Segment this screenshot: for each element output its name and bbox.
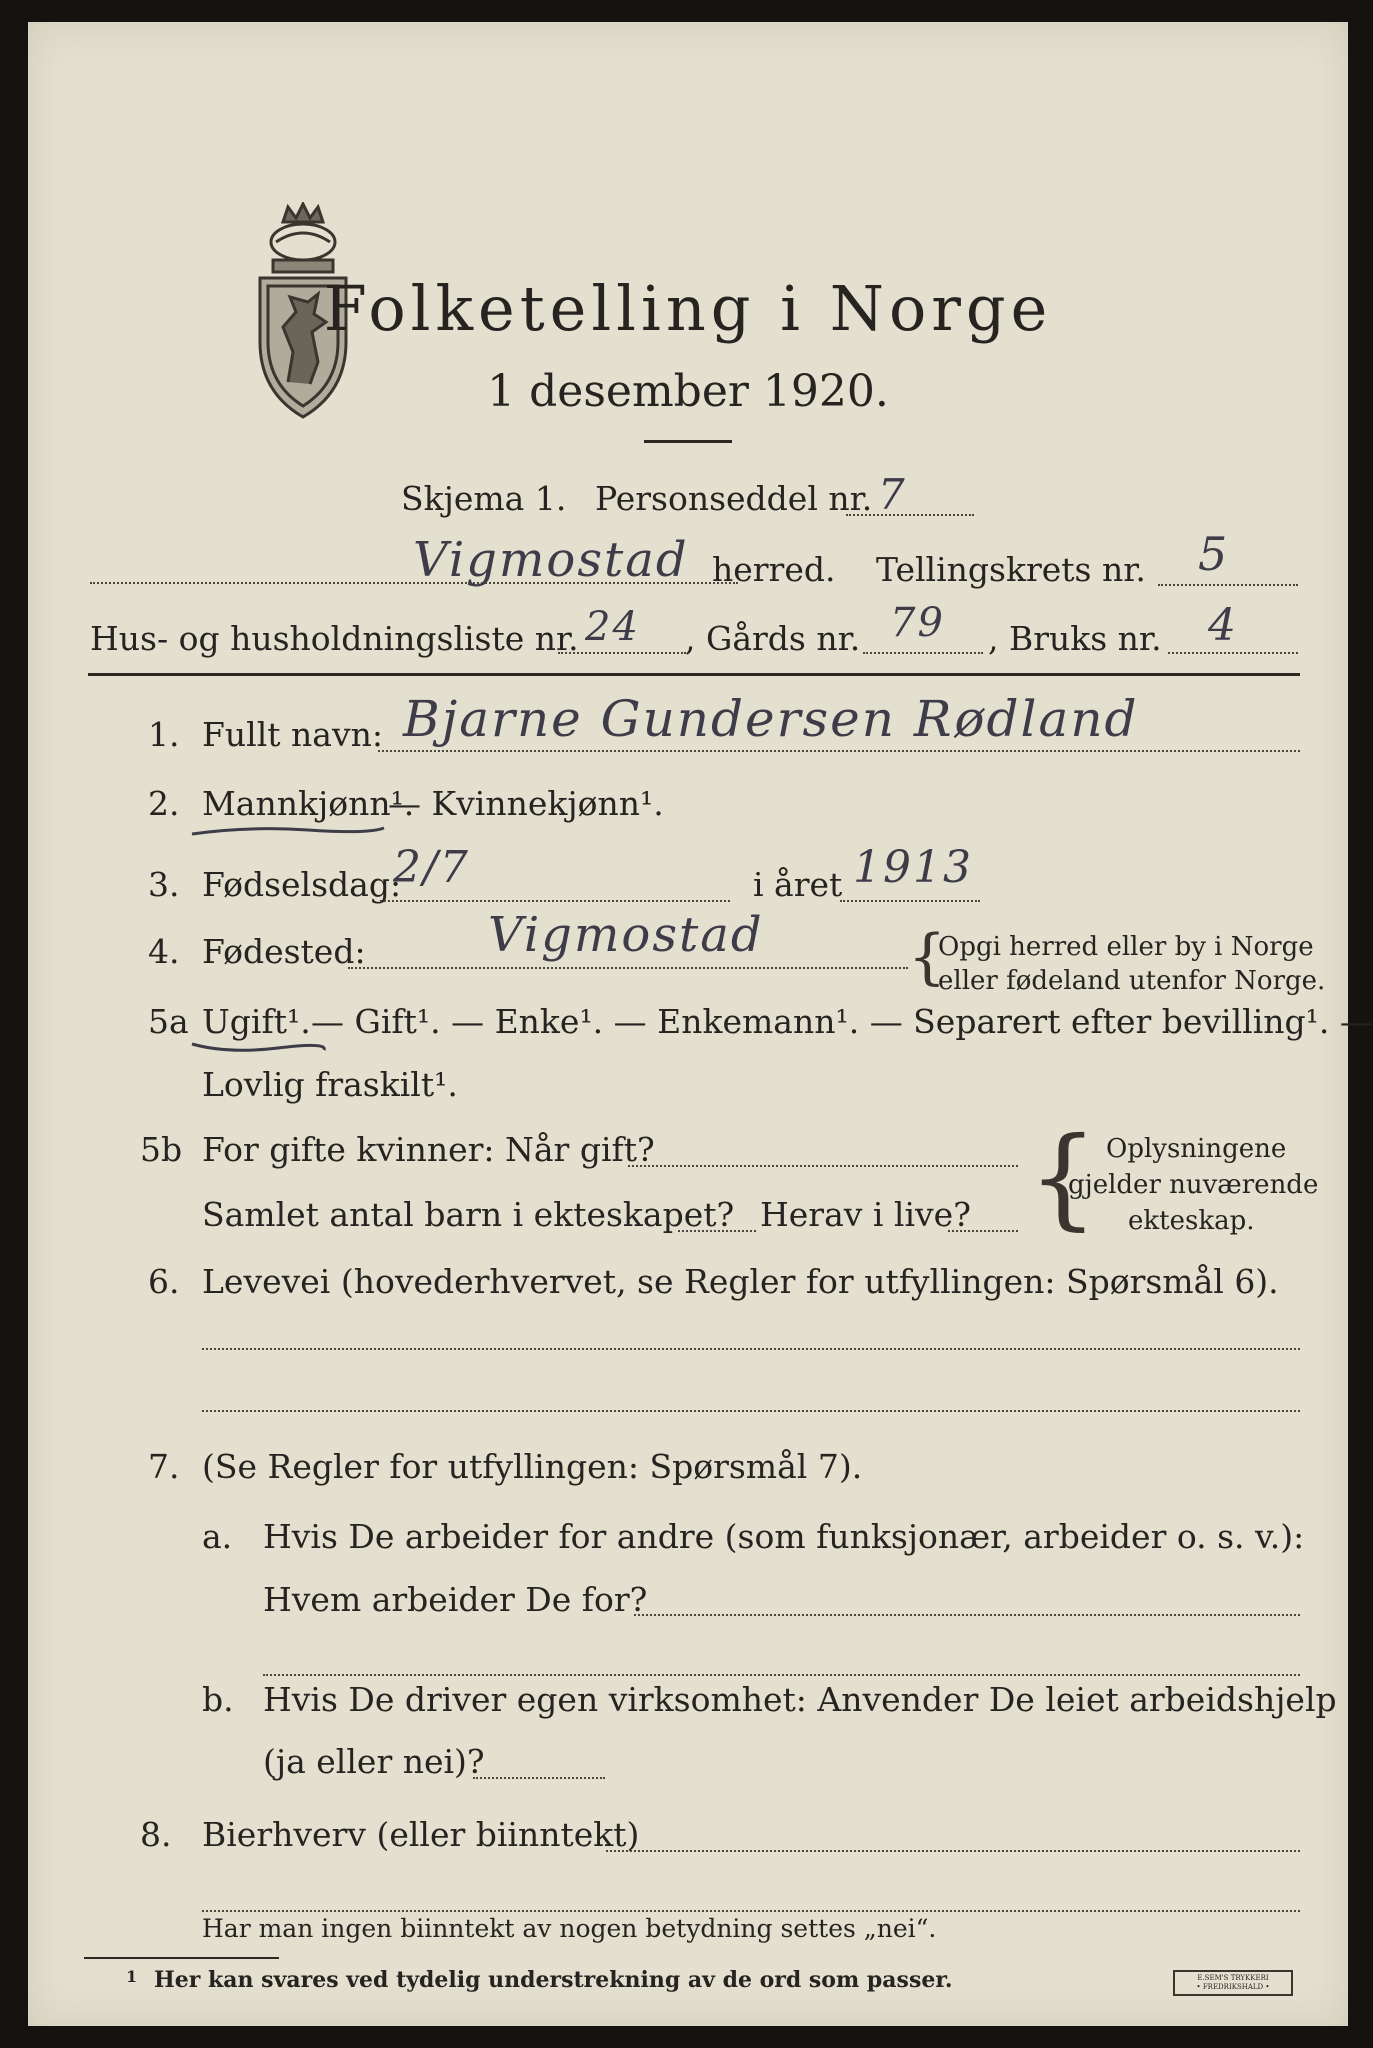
gards-field[interactable]: 79 xyxy=(890,600,945,646)
q7b-line2: (ja eller nei)? xyxy=(263,1742,485,1781)
marriage-note-3: ekteskap. xyxy=(1128,1206,1255,1236)
q6-number: 6. xyxy=(148,1262,180,1301)
q1-number: 1. xyxy=(148,715,180,754)
q5a-number: 5a xyxy=(148,1002,189,1041)
personseddel-field[interactable]: 7 xyxy=(878,470,907,519)
header-rule xyxy=(88,673,1300,676)
q4-label: Fødested: xyxy=(202,932,366,971)
bruks-label: , Bruks nr. xyxy=(988,619,1162,658)
herred-field[interactable]: Vigmostad xyxy=(413,532,689,588)
marriage-note-2: gjelder nuværende xyxy=(1068,1170,1319,1200)
q1-label: Fullt navn: xyxy=(202,715,383,754)
footnote-mark: 1 xyxy=(126,1967,138,1986)
birthday-field[interactable]: 2/7 xyxy=(393,842,470,893)
alive-label: Herav i live? xyxy=(760,1195,971,1234)
birthplace-note-2: eller fødeland utenfor Norge. xyxy=(938,966,1326,996)
q4-number: 4. xyxy=(148,932,180,971)
personseddel-label: Personseddel nr. xyxy=(595,479,873,518)
tellingskrets-label: Tellingskrets nr. xyxy=(876,550,1146,589)
census-form: Folketelling i Norge 1 desember 1920. Skjema 1. Personseddel nr. 7 Vigmostad herred. Tellingskrets nr. 5 Hus- og husholdningsliste nr. 24 , Gårds nr. 79 , Bruks nr. 4 1. Fullt navn: Bjarne Gundersen Rødland 2. Mannkjønn¹. — Kvinnekjønn¹. 3. Fødselsdag: 2/7 i året 1913 4. Fødested: Vigmostad { Opgi herred eller by i Norge eller fødeland utenfor Norge. 5a Ugift¹. — Gift¹. — Enke¹. — Enkemann¹. — Separert efter bevilling¹. — Lovlig fraskilt¹. 5b For gifte kvinner: Når gift? Samlet antal barn i ekteskapet? Herav i live? { Oplysningene gjelder nuværende ekteskap. 6. Levevei (hovederhvervet, se Regler for utfyllingen: Spørsmål 6). 7. (Se Regler for utfyllingen: Spørsmål 7). a. Hvis De arbeider for andre (som funksjonær, arbeider o. s. v.): Hvem arbeider De for? b. Hvis De driver egen virksomhet: Anvender De leiet arbeidshjelp (ja eller nei)? 8. Bierhverv (eller biinntekt) Har man ingen biinntekt av nogen betydning settes „nei“. 1 Her kan svares ved tydelig understrekning av de ord som passer. E.SEM'S TRYKKERI • FREDRIKSHALD • xyxy=(28,22,1348,2026)
year-label: i året xyxy=(753,865,843,904)
marriage-note-1: Oplysningene xyxy=(1106,1134,1287,1164)
q7-label: (Se Regler for utfyllingen: Spørsmål 7). xyxy=(202,1447,863,1486)
children-label: Samlet antal barn i ekteskapet? xyxy=(202,1195,735,1234)
q5b-number: 5b xyxy=(140,1130,183,1169)
q3-label: Fødselsdag: xyxy=(202,865,402,904)
side-income-field[interactable] xyxy=(606,1850,1300,1852)
form-title: Folketelling i Norge xyxy=(323,272,1053,345)
employer-field-2[interactable] xyxy=(263,1674,1300,1676)
q7a-line1: Hvis De arbeider for andre (som funksjonær, arbeider o. s. v.): xyxy=(263,1517,1305,1556)
q2-number: 2. xyxy=(148,784,180,823)
q8-number: 8. xyxy=(140,1815,172,1854)
side-income-field-2[interactable] xyxy=(202,1910,1300,1912)
civil-status-options[interactable]: — Gift¹. — Enke¹. — Enkemann¹. — Separert efter bevilling¹. — xyxy=(311,1002,1373,1041)
side-income-note: Har man ingen biinntekt av nogen betydning settes „nei“. xyxy=(202,1914,937,1943)
census-date: 1 desember 1920. xyxy=(487,366,889,417)
alive-field[interactable] xyxy=(948,1230,1018,1232)
married-when-label: For gifte kvinner: Når gift? xyxy=(202,1130,655,1169)
footnote-rule xyxy=(84,1957,279,1959)
full-name-field[interactable]: Bjarne Gundersen Rødland xyxy=(403,690,1139,748)
q8-label: Bierhverv (eller biinntekt) xyxy=(202,1815,640,1854)
ugift-option[interactable]: Ugift¹. xyxy=(202,1002,311,1041)
married-when-field[interactable] xyxy=(628,1165,1018,1167)
hus-label: Hus- og husholdningsliste nr. xyxy=(90,619,579,658)
q7a-line2: Hvem arbeider De for? xyxy=(263,1580,648,1619)
birthplace-field[interactable]: Vigmostad xyxy=(488,907,764,963)
lovlig-fraskilt-option[interactable]: Lovlig fraskilt¹. xyxy=(202,1065,458,1104)
q7b-line1: Hvis De driver egen virksomhet: Anvender De leiet arbeidshjelp xyxy=(263,1680,1337,1719)
occupation-field[interactable] xyxy=(202,1348,1300,1350)
gards-label: , Gårds nr. xyxy=(685,619,861,658)
title-divider xyxy=(644,440,732,443)
birthplace-note-1: Opgi herred eller by i Norge xyxy=(938,932,1314,962)
q7a-number: a. xyxy=(202,1517,233,1556)
herred-label: herred. xyxy=(712,550,836,589)
employer-field[interactable] xyxy=(634,1614,1300,1616)
skjema-label: Skjema 1. xyxy=(401,479,567,518)
mannkjonn-option[interactable]: Mannkjønn¹. xyxy=(202,784,415,823)
footnote-text: Her kan svares ved tydelig understrekning av de ord som passer. xyxy=(154,1967,953,1993)
bruks-field[interactable]: 4 xyxy=(1208,600,1238,651)
q6-label: Levevei (hovederhvervet, se Regler for utfyllingen: Spørsmål 6). xyxy=(202,1262,1279,1301)
hus-field[interactable]: 24 xyxy=(585,604,640,650)
birth-year-field[interactable]: 1913 xyxy=(853,842,973,893)
q3-number: 3. xyxy=(148,865,180,904)
printer-stamp: E.SEM'S TRYKKERI • FREDRIKSHALD • xyxy=(1173,1970,1293,1996)
hired-help-field[interactable] xyxy=(473,1777,605,1779)
kvinnekjonn-option[interactable]: — Kvinnekjønn¹. xyxy=(388,784,664,823)
children-field[interactable] xyxy=(678,1230,756,1232)
underline-mark-icon xyxy=(188,1038,328,1058)
q7-number: 7. xyxy=(148,1447,180,1486)
tellingskrets-field[interactable]: 5 xyxy=(1198,527,1230,581)
occupation-field-2[interactable] xyxy=(202,1410,1300,1412)
q7b-number: b. xyxy=(202,1680,234,1719)
underline-mark-icon xyxy=(188,822,388,842)
